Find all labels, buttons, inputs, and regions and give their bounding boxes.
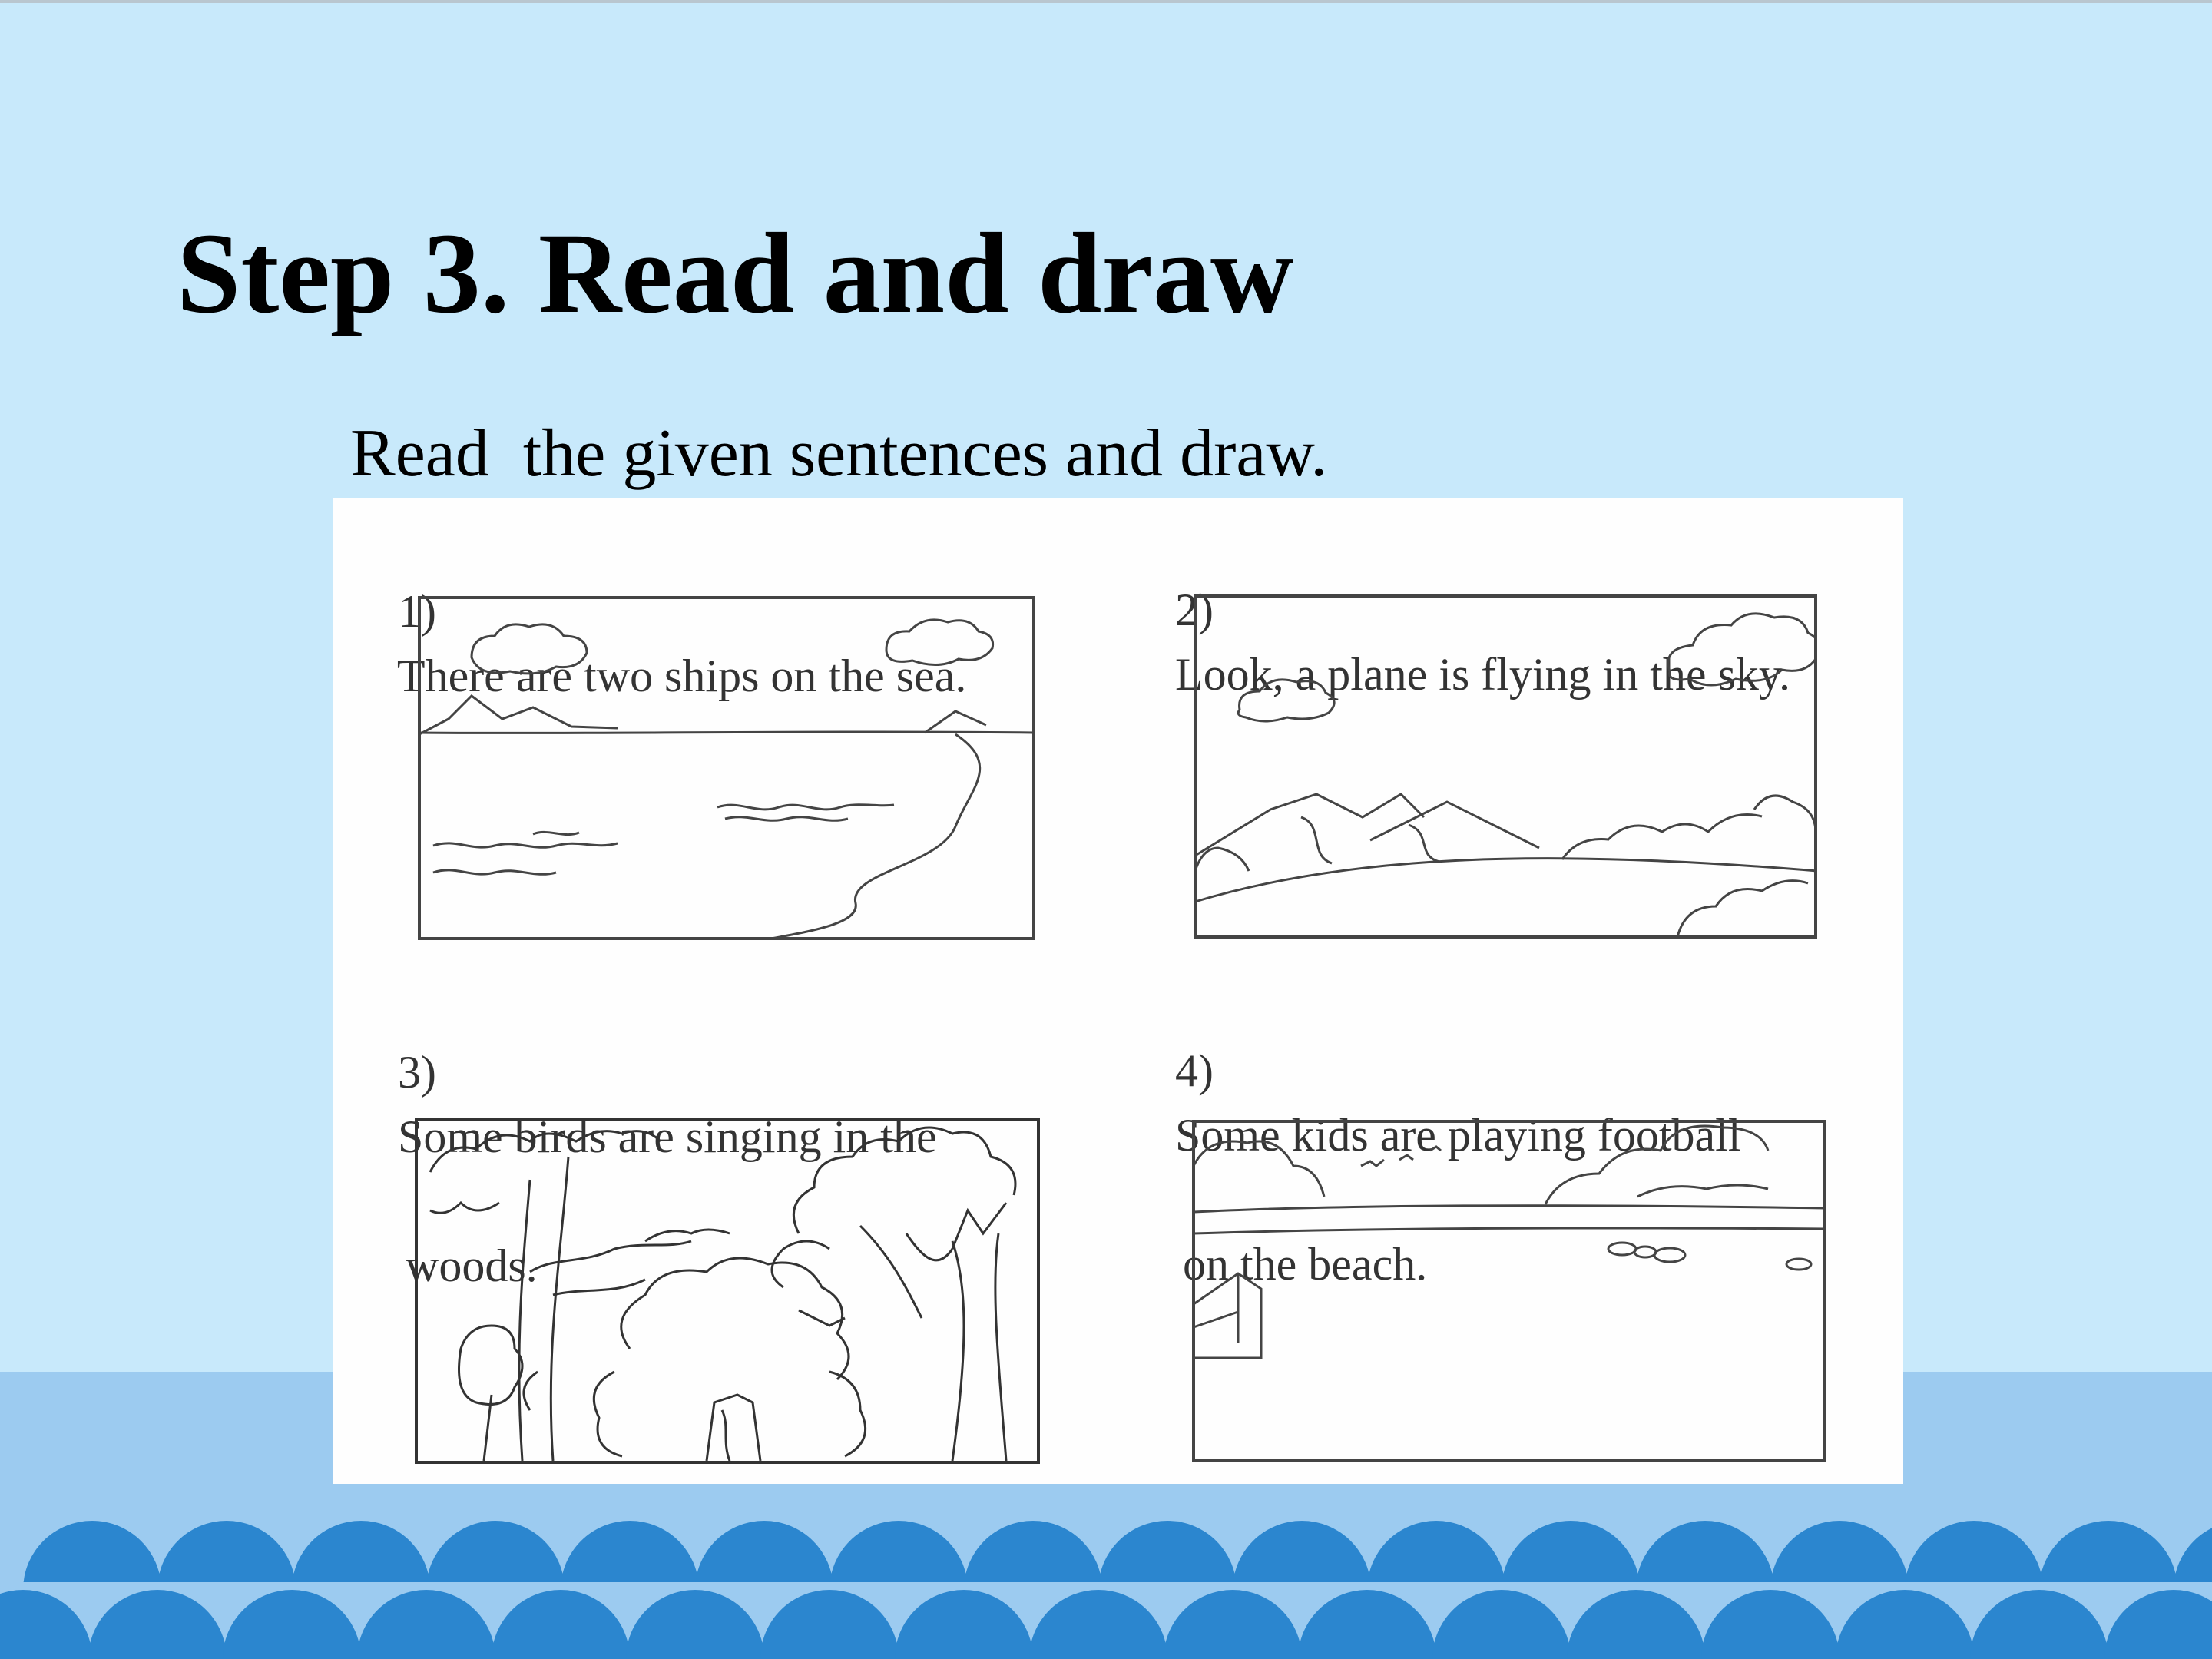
item-number: 4) xyxy=(1175,1045,1214,1096)
item-sentence: Some kids are playing football xyxy=(1175,1110,1741,1161)
wave-decoration xyxy=(0,1482,2212,1659)
item-number: 1) xyxy=(398,586,436,637)
item-sentence: Some birds are singing in the xyxy=(398,1111,937,1162)
item-sentence-continued: on the beach. xyxy=(1183,1239,1428,1290)
item-sentence-continued: woods. xyxy=(406,1240,538,1291)
top-border xyxy=(0,0,2212,3)
worksheet xyxy=(333,498,1903,1484)
instruction-text: Read the given sentences and draw. xyxy=(350,416,1328,491)
item-number: 2) xyxy=(1175,584,1214,635)
woods-scene-drawing xyxy=(415,1118,1040,1464)
item-sentence: Look, a plane is flying in the sky. xyxy=(1175,649,1790,700)
beach-scene-drawing xyxy=(1192,1120,1826,1462)
item-number: 3) xyxy=(398,1047,436,1098)
sea-scene-drawing xyxy=(418,596,1035,940)
item-sentence: There are two ships on the sea. xyxy=(396,651,967,701)
slide-title: Step 3. Read and draw xyxy=(177,210,1294,337)
sky-scene-drawing xyxy=(1194,594,1817,939)
